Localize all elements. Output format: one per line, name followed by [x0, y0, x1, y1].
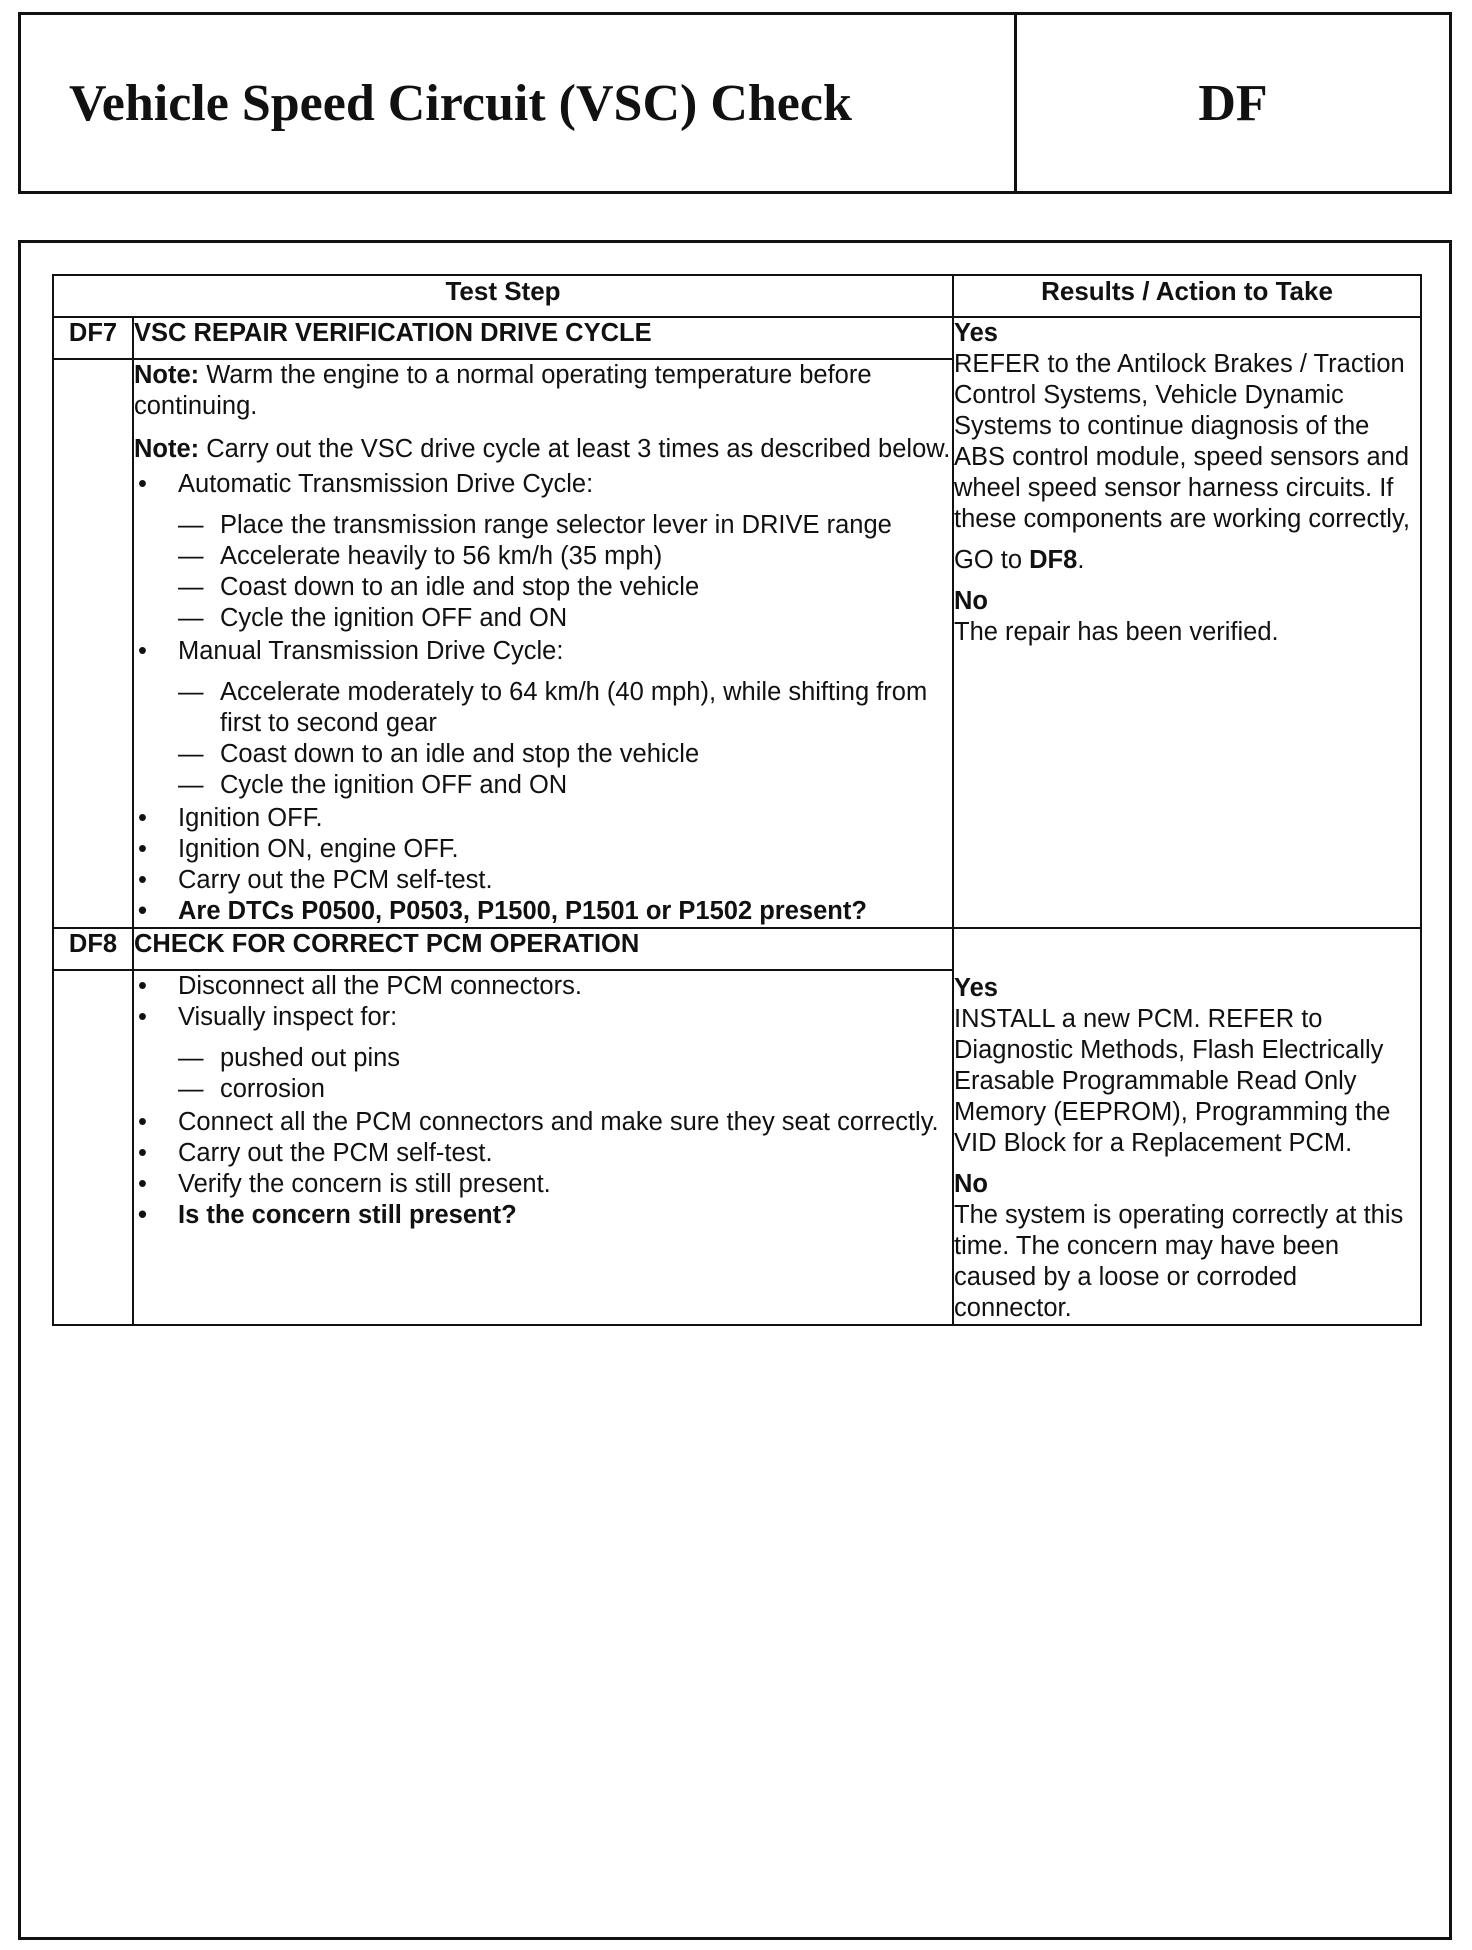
list-item: [134, 469, 952, 634]
step-list: [134, 971, 952, 1231]
list-item: — Cycle the ignition OFF and ON: [178, 603, 952, 634]
step-id: DF7: [53, 317, 133, 359]
no-label: No: [954, 587, 989, 615]
list-item: — Coast down to an idle and stop the vehicle: [178, 572, 952, 603]
page-title: Vehicle Speed Circuit (VSC) Check: [21, 15, 1017, 191]
step-df8-body: [133, 970, 953, 1325]
list-item: — Accelerate moderately to 64 km/h (40 mph), while shifting from first to second gear: [178, 677, 952, 739]
step-df8-results: [953, 928, 1421, 1325]
note: [134, 360, 952, 422]
step-df8-title-row: [53, 928, 1421, 970]
inspect-heading: Visually inspect for:: [178, 1003, 398, 1031]
list-item: — Accelerate heavily to 56 km/h (35 mph): [178, 541, 952, 572]
blank-cell: [53, 359, 133, 928]
test-step-table: [52, 274, 1422, 1326]
auto-cycle-heading: Automatic Transmission Drive Cycle:: [178, 470, 594, 498]
col-header-test-step: Test Step: [53, 275, 953, 317]
note-label: Note:: [134, 361, 200, 389]
step-df7-body: [133, 359, 953, 928]
no-action: The system is operating correctly at this time. The concern may have been caused by a loose or corroded connector.: [954, 1201, 1404, 1322]
note-text: Carry out the VSC drive cycle at least 3 times as described below.: [199, 435, 951, 463]
step-title: VSC REPAIR VERIFICATION DRIVE CYCLE: [133, 317, 953, 359]
step-df7-title-row: [53, 317, 1421, 359]
step-list: [134, 469, 952, 927]
blank-cell: [53, 970, 133, 1325]
step-question: • Are DTCs P0500, P0503, P1500, P1501 or P1502 present?: [134, 896, 952, 927]
list-item: • Carry out the PCM self-test.: [134, 1138, 952, 1169]
note: [134, 434, 952, 465]
list-item: — corrosion: [178, 1074, 952, 1105]
list-item: • Connect all the PCM connectors and make sure they seat correctly.: [134, 1107, 952, 1138]
step-question: • Is the concern still present?: [134, 1200, 952, 1231]
yes-label: Yes: [954, 974, 998, 1002]
yes-action: INSTALL a new PCM. REFER to Diagnostic Methods, Flash Electrically Erasable Programmable Read Only Memory (EEPROM), Programming the VID Block for a Replacement PCM.: [954, 1005, 1391, 1157]
no-label: No: [954, 1170, 989, 1198]
goto-line: [954, 545, 1420, 576]
table-header-row: [53, 275, 1421, 317]
note-text: Warm the engine to a normal operating temperature before continuing.: [134, 361, 872, 420]
yes-label: Yes: [954, 319, 998, 347]
list-item: — Coast down to an idle and stop the vehicle: [178, 739, 952, 770]
list-item: — Cycle the ignition OFF and ON: [178, 770, 952, 801]
col-header-results: Results / Action to Take: [953, 275, 1421, 317]
goto-prefix: GO to: [954, 546, 1030, 574]
yes-action: REFER to the Antilock Brakes / Traction Control Systems, Vehicle Dynamic Systems to continue diagnosis of the ABS control module, speed sensors and wheel speed sensor harness circuits. If these components are working correctly,: [954, 350, 1410, 533]
step-df7-results: [953, 317, 1421, 928]
list-item: • Carry out the PCM self-test.: [134, 865, 952, 896]
list-item: • Ignition ON, engine OFF.: [134, 834, 952, 865]
goto-suffix: .: [1077, 546, 1085, 574]
section-code: DF: [1198, 74, 1268, 132]
title-box: [18, 12, 1452, 194]
list-item: [134, 1002, 952, 1105]
list-item: • Verify the concern is still present.: [134, 1169, 952, 1200]
goto-df8-link[interactable]: DF8: [1029, 546, 1078, 574]
step-id: DF8: [53, 928, 133, 970]
list-item: • Disconnect all the PCM connectors.: [134, 971, 952, 1002]
inspect-list: [178, 1043, 952, 1105]
no-action: The repair has been verified.: [954, 618, 1279, 646]
list-item: [134, 636, 952, 801]
list-item: — Place the transmission range selector lever in DRIVE range: [178, 510, 952, 541]
step-title: CHECK FOR CORRECT PCM OPERATION: [133, 928, 953, 970]
manual-cycle-heading: Manual Transmission Drive Cycle:: [178, 637, 564, 665]
auto-cycle-steps: [178, 510, 952, 634]
manual-cycle-steps: [178, 677, 952, 801]
note-label: Note:: [134, 435, 200, 463]
list-item: — pushed out pins: [178, 1043, 952, 1074]
list-item: • Ignition OFF.: [134, 803, 952, 834]
spacer: [134, 1231, 952, 1319]
